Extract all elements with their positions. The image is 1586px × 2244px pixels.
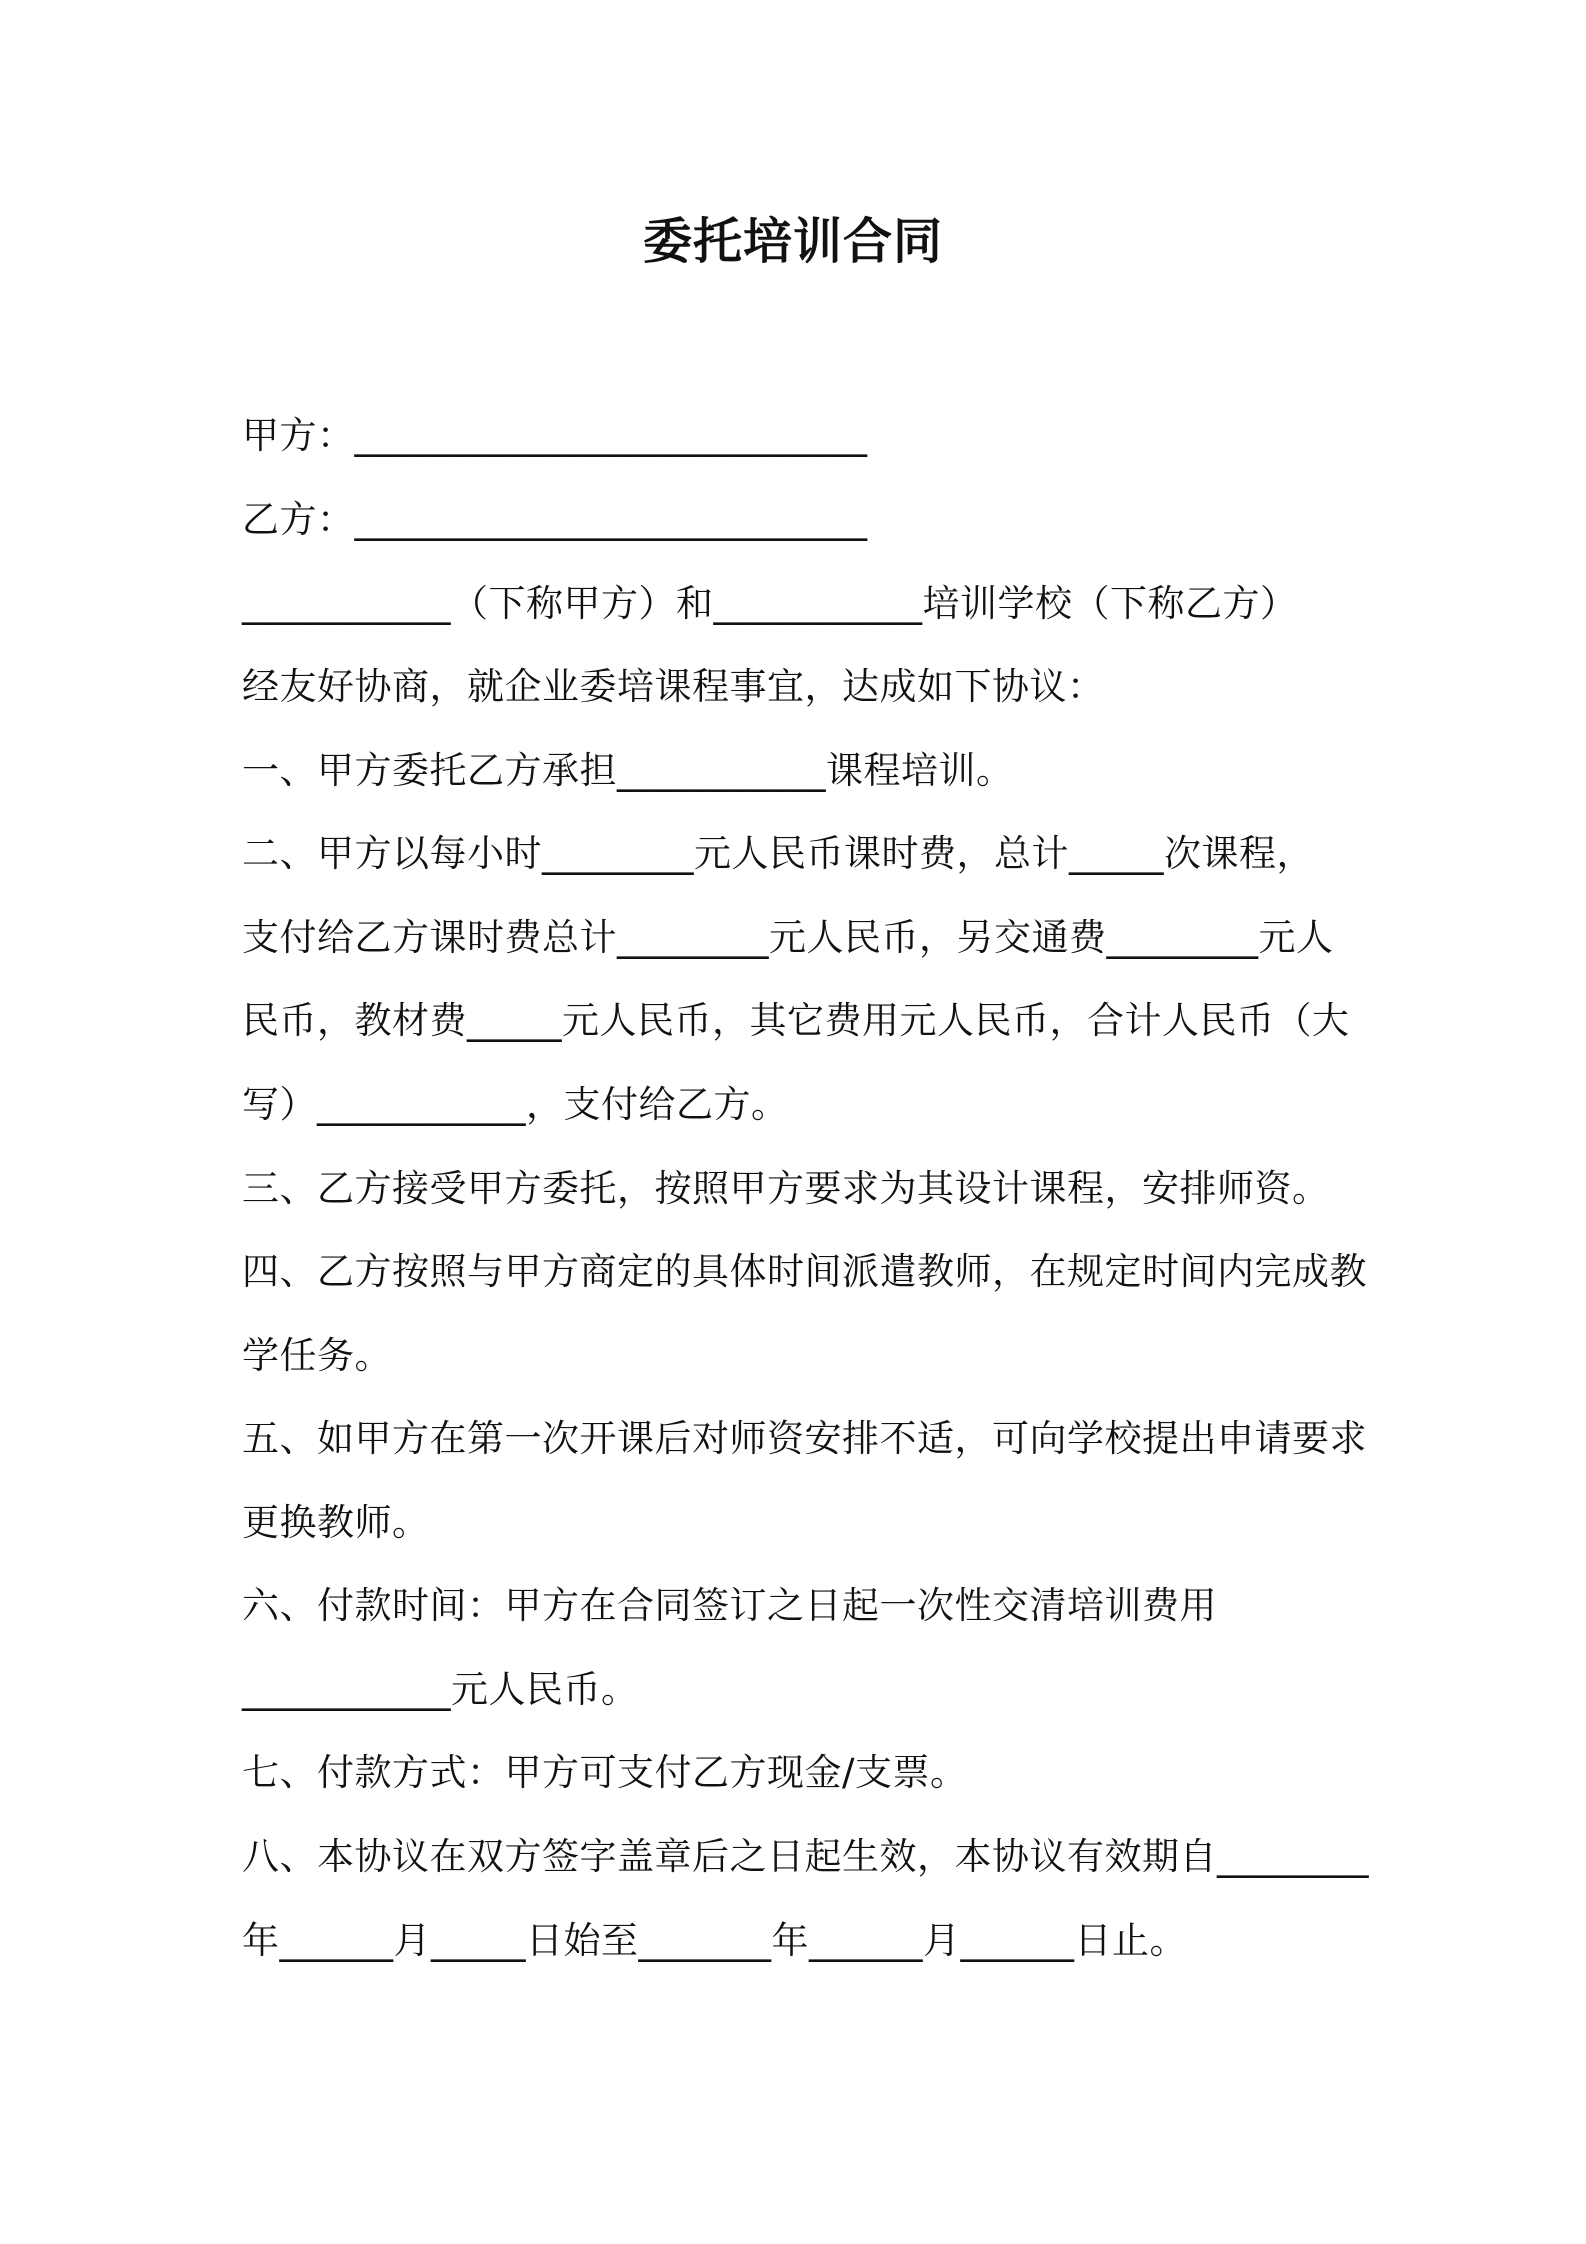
clause-5-line-1: 五、如甲方在第一次开课后对师资安排不适，可向学校提出申请要求 bbox=[242, 1417, 1367, 1460]
clause-2-line-1: 二、甲方以每小时________元人民币课时费，总计_____次课程， bbox=[242, 832, 1314, 875]
clause-5-line-2: 更换教师。 bbox=[242, 1501, 430, 1544]
clause-8-line-1: 八、本协议在双方签字盖章后之日起生效，本协议有效期自________ bbox=[242, 1835, 1369, 1878]
clause-2-line-4: 写）___________，支付给乙方。 bbox=[242, 1083, 789, 1126]
document-title: 委托培训合同 bbox=[642, 213, 943, 270]
clause-8-line-2: 年______月_____日始至_______年______月______日止。 bbox=[242, 1919, 1187, 1962]
clause-4-line-1: 四、乙方按照与甲方商定的具体时间派遣教师，在规定时间内完成教 bbox=[242, 1250, 1367, 1293]
clause-4-line-2: 学任务。 bbox=[242, 1334, 392, 1377]
preamble-line-1: ___________（下称甲方）和___________培训学校（下称乙方） bbox=[242, 582, 1298, 625]
preamble-line-2: 经友好协商，就企业委培课程事宜，达成如下协议： bbox=[242, 665, 1105, 708]
party-b-line: 乙方：___________________________ bbox=[242, 498, 868, 541]
party-a-line: 甲方：___________________________ bbox=[242, 414, 868, 457]
clause-7: 七、付款方式：甲方可支付乙方现金/支票。 bbox=[242, 1751, 968, 1794]
clause-2-line-3: 民币，教材费_____元人民币，其它费用元人民币，合计人民币（大 bbox=[242, 999, 1350, 1042]
clause-6-line-1: 六、付款时间：甲方在合同签订之日起一次性交清培训费用 bbox=[242, 1584, 1217, 1627]
clause-1: 一、甲方委托乙方承担___________课程培训。 bbox=[242, 749, 1014, 792]
clause-6-line-2: ___________元人民币。 bbox=[242, 1668, 639, 1711]
clause-3: 三、乙方接受甲方委托，按照甲方要求为其设计课程，安排师资。 bbox=[242, 1167, 1330, 1210]
clause-2-line-2: 支付给乙方课时费总计________元人民币，另交通费________元人 bbox=[242, 916, 1334, 959]
